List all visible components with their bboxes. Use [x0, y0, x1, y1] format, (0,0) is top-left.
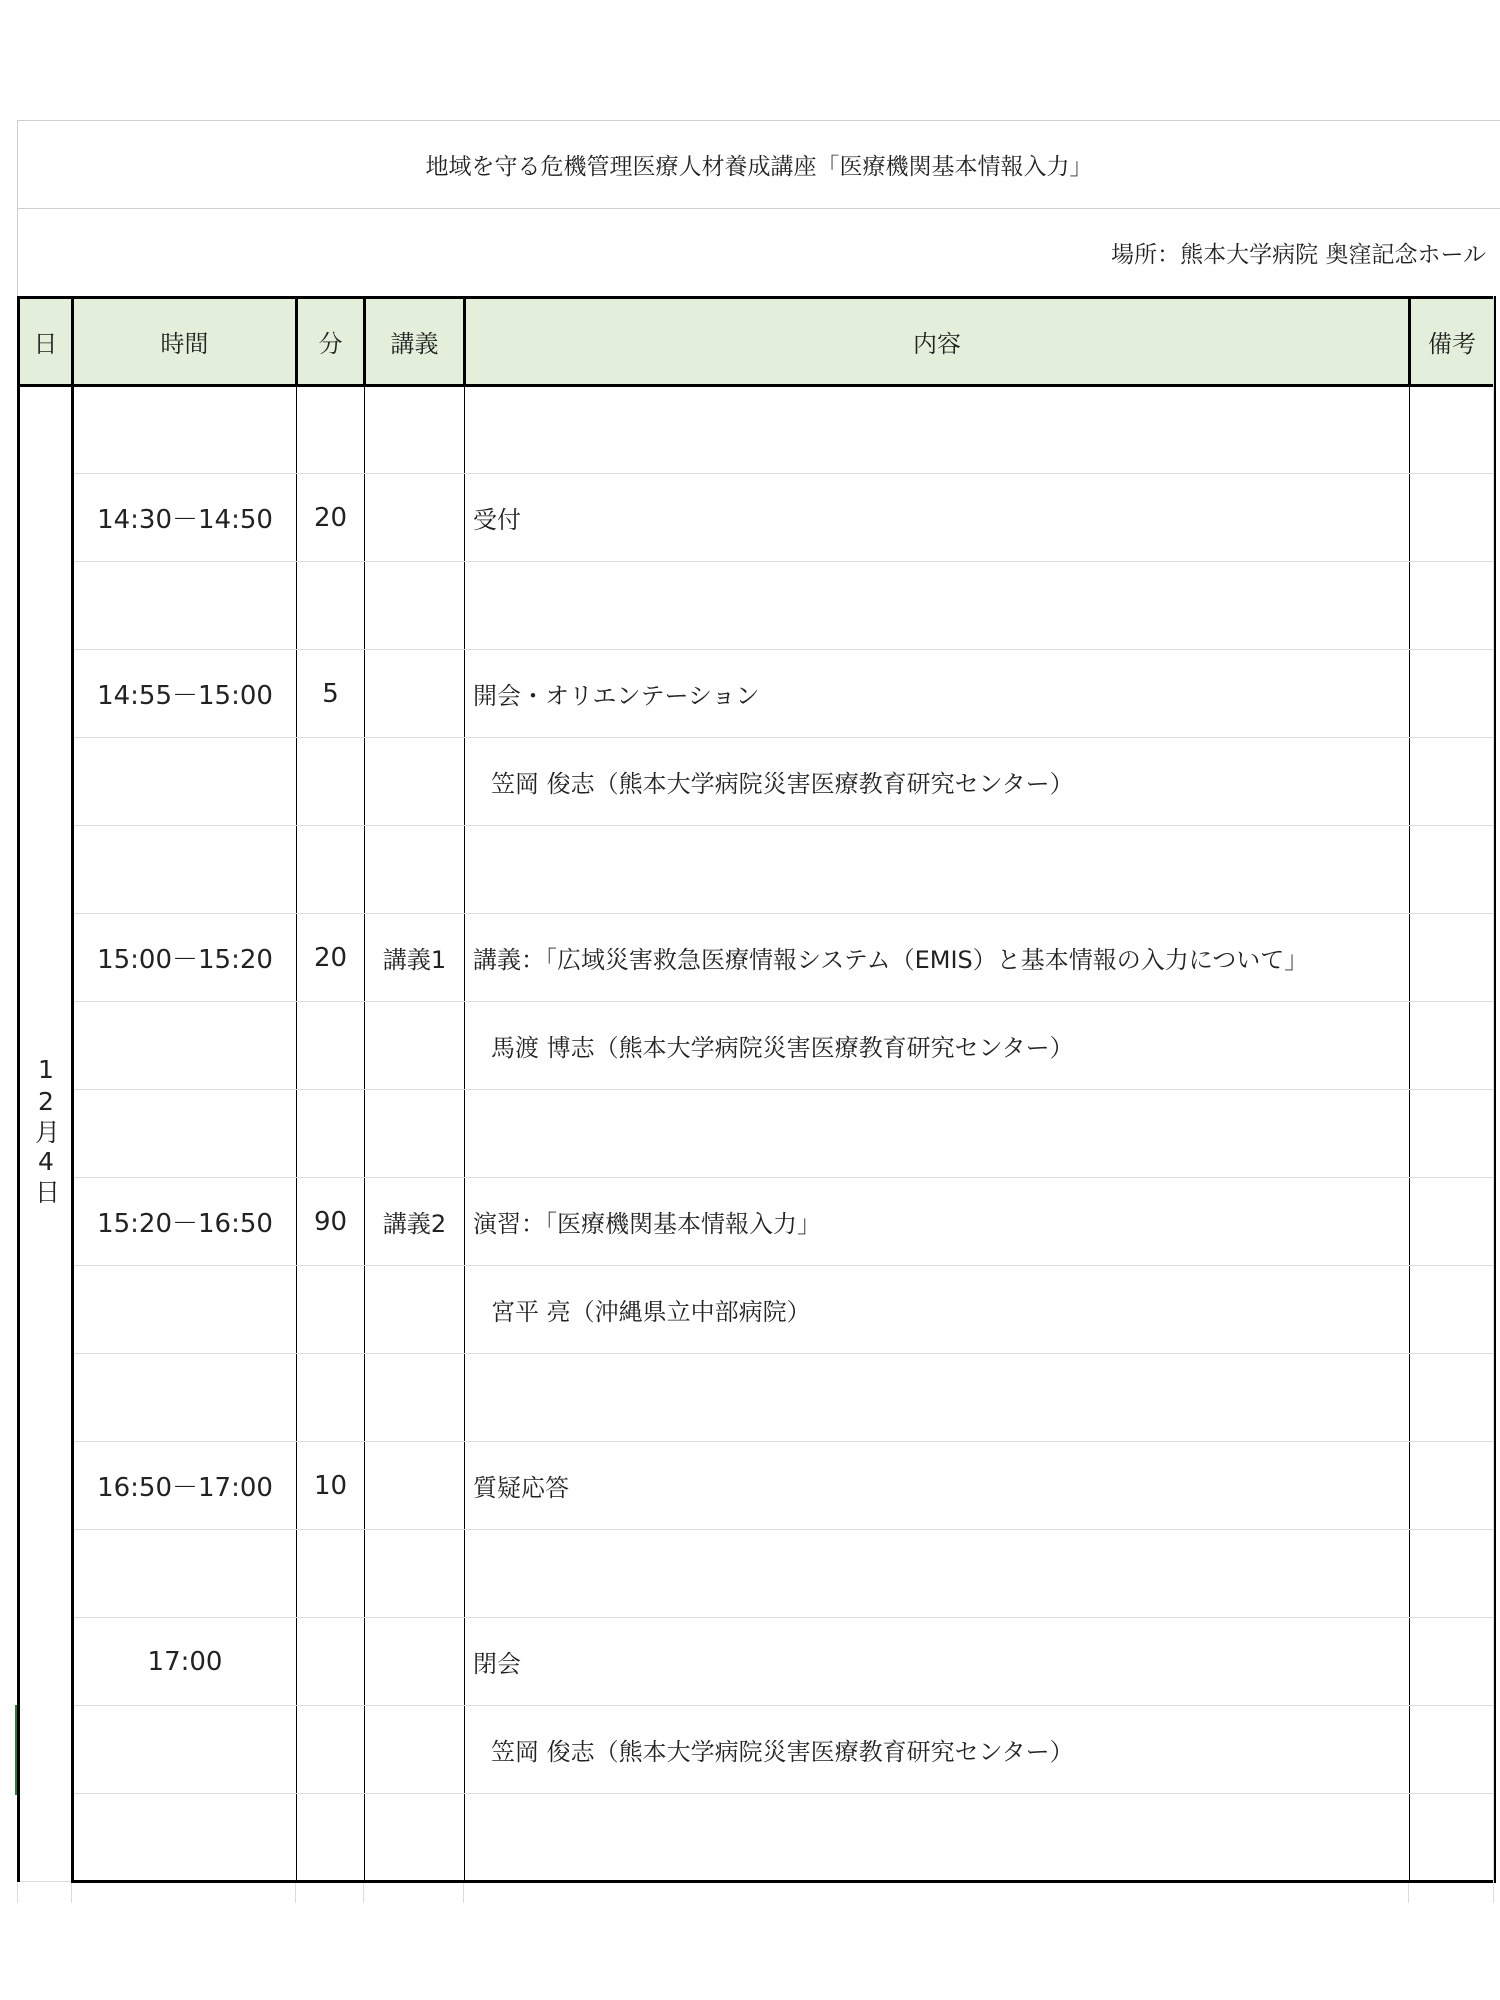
- speaker-cell[interactable]: 笠岡 俊志（熊本大学病院災害医療教育研究センター）: [465, 1706, 1410, 1794]
- lecture-cell[interactable]: [365, 1530, 465, 1618]
- notes-cell[interactable]: [1410, 1706, 1495, 1794]
- lecture-cell[interactable]: [365, 386, 465, 474]
- time-cell[interactable]: [73, 386, 297, 474]
- table-row: [19, 1794, 1495, 1882]
- time-cell[interactable]: [73, 1354, 297, 1442]
- notes-cell[interactable]: [1410, 650, 1495, 738]
- notes-cell[interactable]: [1410, 386, 1495, 474]
- time-cell[interactable]: [73, 1794, 297, 1882]
- minutes-cell[interactable]: [297, 826, 365, 914]
- time-cell[interactable]: [73, 1530, 297, 1618]
- minutes-cell[interactable]: [297, 1354, 365, 1442]
- notes-cell[interactable]: [1410, 738, 1495, 826]
- table-row: [19, 1706, 1495, 1794]
- lecture-cell[interactable]: [365, 826, 465, 914]
- time-cell[interactable]: 16:50－17:00: [73, 1442, 297, 1530]
- table-row: [19, 826, 1495, 914]
- minutes-cell[interactable]: [297, 1266, 365, 1354]
- table-row: [19, 1266, 1495, 1354]
- header-lecture[interactable]: 講義: [365, 298, 465, 386]
- schedule-table: [17, 296, 1496, 1883]
- table-row: [19, 1002, 1495, 1090]
- table-row: [19, 474, 1495, 562]
- minutes-cell[interactable]: [297, 1090, 365, 1178]
- notes-cell[interactable]: [1410, 1354, 1495, 1442]
- notes-cell[interactable]: [1410, 914, 1495, 1002]
- notes-cell[interactable]: [1410, 1530, 1495, 1618]
- gridline: [1493, 296, 1500, 1886]
- venue-cell[interactable]: [17, 208, 1500, 296]
- time-cell[interactable]: 15:00－15:20: [73, 914, 297, 1002]
- lecture-cell[interactable]: [365, 474, 465, 562]
- time-cell[interactable]: [73, 826, 297, 914]
- header-notes[interactable]: 備考: [1410, 298, 1495, 386]
- minutes-cell[interactable]: 20: [297, 914, 365, 1002]
- minutes-cell[interactable]: 90: [297, 1178, 365, 1266]
- time-cell[interactable]: 17:00: [73, 1618, 297, 1706]
- content-cell[interactable]: [465, 826, 1410, 914]
- lecture-cell[interactable]: [365, 1618, 465, 1706]
- content-cell[interactable]: [465, 386, 1410, 474]
- notes-cell[interactable]: [1410, 1794, 1495, 1882]
- content-cell[interactable]: [465, 1794, 1410, 1882]
- lecture-cell[interactable]: [365, 1442, 465, 1530]
- table-row: [19, 386, 1495, 474]
- minutes-cell[interactable]: 5: [297, 650, 365, 738]
- table-row: [19, 650, 1495, 738]
- header-content[interactable]: 内容: [465, 298, 1410, 386]
- time-cell[interactable]: [73, 562, 297, 650]
- content-cell[interactable]: 閉会: [465, 1618, 1410, 1706]
- day-label: 12月4日: [31, 1054, 61, 1207]
- notes-cell[interactable]: [1410, 1090, 1495, 1178]
- notes-cell[interactable]: [1410, 1266, 1495, 1354]
- table-row: [19, 1090, 1495, 1178]
- table-row: [19, 562, 1495, 650]
- notes-cell[interactable]: [1410, 562, 1495, 650]
- minutes-cell[interactable]: [297, 1002, 365, 1090]
- notes-cell[interactable]: [1410, 1002, 1495, 1090]
- table-row: [19, 914, 1495, 1002]
- content-cell[interactable]: 開会・オリエンテーション: [465, 650, 1410, 738]
- content-cell[interactable]: 受付: [465, 474, 1410, 562]
- header-day[interactable]: 日: [19, 298, 73, 386]
- selection-indicator: [15, 1705, 17, 1795]
- notes-cell[interactable]: [1410, 1442, 1495, 1530]
- document-title: 地域を守る危機管理医療人材養成講座「医療機関基本情報入力」: [425, 154, 1093, 180]
- time-cell[interactable]: [73, 1706, 297, 1794]
- minutes-cell[interactable]: [297, 738, 365, 826]
- notes-cell[interactable]: [1410, 826, 1495, 914]
- spreadsheet: [17, 120, 1500, 1905]
- lecture-cell[interactable]: [365, 650, 465, 738]
- lecture-cell[interactable]: [365, 1354, 465, 1442]
- content-cell[interactable]: 質疑応答: [465, 1442, 1410, 1530]
- time-cell[interactable]: [73, 1002, 297, 1090]
- table-row: [19, 1530, 1495, 1618]
- lecture-cell[interactable]: [365, 1706, 465, 1794]
- schedule-body: [19, 386, 1495, 1882]
- time-cell[interactable]: 14:30－14:50: [73, 474, 297, 562]
- time-cell[interactable]: [73, 738, 297, 826]
- lecture-cell[interactable]: [365, 1794, 465, 1882]
- venue-text: 場所：熊本大学病院 奥窪記念ホール: [1111, 242, 1486, 268]
- table-row: [19, 1354, 1495, 1442]
- lecture-cell[interactable]: [365, 1266, 465, 1354]
- speaker-cell[interactable]: 宮平 亮（沖縄県立中部病院）: [465, 1266, 1410, 1354]
- notes-cell[interactable]: [1410, 1618, 1495, 1706]
- notes-cell[interactable]: [1410, 474, 1495, 562]
- table-row: [19, 1178, 1495, 1266]
- table-row: [19, 1618, 1495, 1706]
- lecture-cell[interactable]: [365, 562, 465, 650]
- lecture-cell[interactable]: [365, 1002, 465, 1090]
- lecture-cell[interactable]: 講義1: [365, 914, 465, 1002]
- lecture-cell[interactable]: [365, 738, 465, 826]
- notes-cell[interactable]: [1410, 1178, 1495, 1266]
- minutes-cell[interactable]: [297, 1706, 365, 1794]
- content-cell[interactable]: 講義：「広域災害救急医療情報システム（EMIS）と基本情報の入力について」: [465, 914, 1410, 1002]
- speaker-cell[interactable]: 笠岡 俊志（熊本大学病院災害医療教育研究センター）: [465, 738, 1410, 826]
- day-cell[interactable]: [19, 386, 73, 1882]
- time-cell[interactable]: [73, 1090, 297, 1178]
- minutes-cell[interactable]: 10: [297, 1442, 365, 1530]
- content-cell[interactable]: [465, 1090, 1410, 1178]
- content-cell[interactable]: [465, 562, 1410, 650]
- header-row: [19, 298, 1495, 386]
- header-minutes[interactable]: 分: [297, 298, 365, 386]
- time-cell[interactable]: 14:55－15:00: [73, 650, 297, 738]
- minutes-cell[interactable]: [297, 386, 365, 474]
- trailing-grid-row: [17, 1883, 1500, 1903]
- content-cell[interactable]: [465, 1530, 1410, 1618]
- minutes-cell[interactable]: [297, 562, 365, 650]
- time-cell[interactable]: [73, 1266, 297, 1354]
- lecture-cell[interactable]: 講義2: [365, 1178, 465, 1266]
- minutes-cell[interactable]: [297, 1794, 365, 1882]
- table-row: [19, 1442, 1495, 1530]
- document-title-cell[interactable]: [17, 120, 1500, 208]
- content-cell[interactable]: [465, 1354, 1410, 1442]
- minutes-cell[interactable]: 20: [297, 474, 365, 562]
- content-cell[interactable]: 演習：「医療機関基本情報入力」: [465, 1178, 1410, 1266]
- lecture-cell[interactable]: [365, 1090, 465, 1178]
- table-row: [19, 738, 1495, 826]
- minutes-cell[interactable]: [297, 1530, 365, 1618]
- speaker-cell[interactable]: 馬渡 博志（熊本大学病院災害医療教育研究センター）: [465, 1002, 1410, 1090]
- header-time[interactable]: 時間: [73, 298, 297, 386]
- time-cell[interactable]: 15:20－16:50: [73, 1178, 297, 1266]
- minutes-cell[interactable]: [297, 1618, 365, 1706]
